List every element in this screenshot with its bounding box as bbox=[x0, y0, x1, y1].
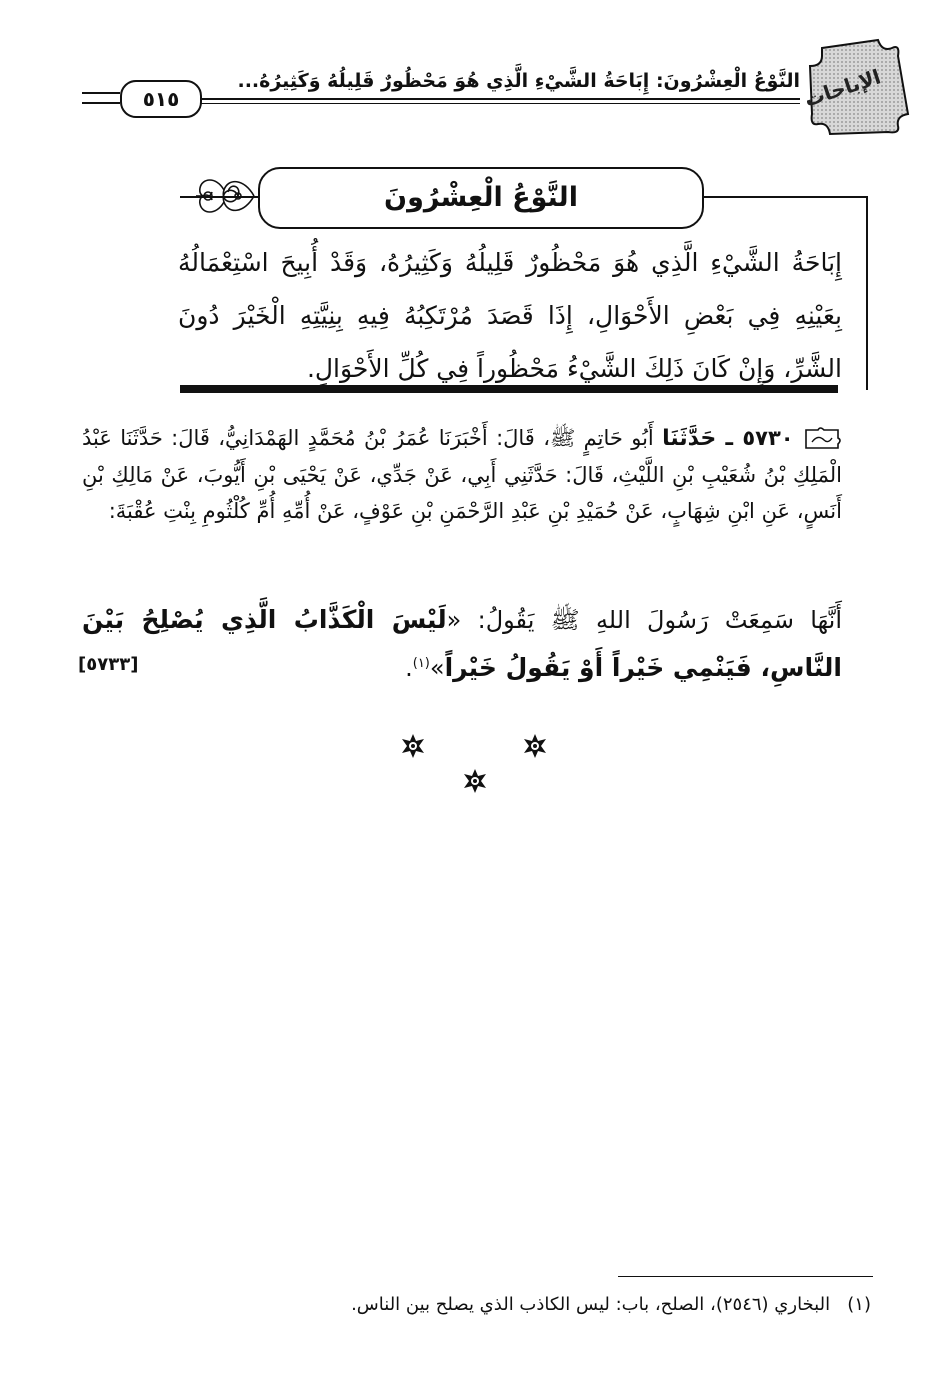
cross-reference: [٥٧٣٣] bbox=[78, 654, 139, 675]
chapter-divider bbox=[180, 385, 838, 393]
chapter-description: إِبَاحَةُ الشَّيْءِ الَّذِي هُوَ مَحْظُورٌ قَلِيلُهُ وَكَثِيرُهُ، وَقَدْ أُبِيحَ اسْتِعْمَالُهُ بِعَيْنِهِ فِي بَعْضِ الأَحْوَالِ، إِذَا قَصَدَ مُرْتَكِبُهُ فِيهِ بِنِيَّتِهِ الْخَيْرَ دُونَ الشَّرِّ، وَإِنْ كَانَ ذَلِكَ الشَّيْءُ مَحْظُوراً فِي كُلِّ الأَحْوَالِ. bbox=[178, 248, 842, 383]
hadith-isnad bbox=[82, 420, 842, 529]
matn-end: . bbox=[405, 654, 413, 682]
footnote-number: (١) bbox=[847, 1294, 871, 1315]
running-title-topic: إِبَاحَةُ الشَّيْءِ الَّذِي هُوَ مَحْظُورٌ قَلِيلُهُ وَكَثِيرُهُ... bbox=[237, 70, 656, 92]
matn-text: لَيْسَ الْكَذَّابُ الَّذِي يُصْلِحُ بَيْنَ النَّاسِ، فَيَنْمِي خَيْراً أَوْ يَقُولُ خَيْراً bbox=[82, 605, 842, 682]
isnad-paragraph bbox=[82, 420, 842, 529]
matn-close: » bbox=[429, 654, 445, 682]
chapter-title: النَّوْعُ الْعِشْرُونَ bbox=[258, 167, 704, 229]
hadith-intro: ـ حَدَّثَنَا bbox=[662, 426, 743, 451]
header-rule bbox=[200, 98, 800, 100]
footnote-text: البخاري (٢٥٤٦)، الصلح، باب: ليس الكاذب الذي يصلح بين الناس. bbox=[351, 1294, 831, 1315]
matn-intro: أَنَّهَا سَمِعَتْ رَسُولَ اللهِ ﷺ يَقُولُ: « bbox=[446, 606, 842, 634]
floral-ornament-icon bbox=[194, 168, 256, 224]
footnote-rule bbox=[618, 1276, 873, 1277]
running-title bbox=[237, 70, 800, 92]
header-double-rule bbox=[82, 92, 120, 104]
footnote-marker: (١) bbox=[412, 656, 430, 671]
page-number: ٥١٥ bbox=[120, 80, 202, 118]
star-ornament-icon bbox=[400, 733, 426, 759]
hadith-matn bbox=[82, 598, 842, 690]
puzzle-piece-icon bbox=[802, 426, 842, 452]
footnote bbox=[71, 1290, 871, 1320]
hadith-chain: أَبُو حَاتِمٍ ﷺ، قَالَ: أَخْبَرَنَا عُمَرُ بْنُ مُحَمَّدٍ الهَمْدَانِيُّ، قَالَ: حَدَّثَنَا عَبْدُ الْمَلِكِ بْنُ شُعَيْبِ بْنِ اللَّيْثِ، قَالَ: حَدَّثَنِي أَبِي، عَنْ جَدِّي، عَنْ يَحْيَى بْنِ أَيُّوبَ، عَنْ مَالِكِ بْنِ أَنَسٍ، عَنِ ابْنِ شِهَابٍ، عَنْ حُمَيْدِ بْنِ عَبْدِ الرَّحْمَنِ بْنِ عَوْفٍ، عَنْ أُمِّهِ أُمِّ كُلْثُومِ بِنْتِ عُقْبَةَ: bbox=[82, 426, 842, 523]
header-rule-thin bbox=[200, 103, 800, 104]
section-label: الإباحات bbox=[801, 64, 884, 112]
running-title-chapter: النَّوْعُ الْعِشْرُونَ: bbox=[655, 70, 800, 92]
star-ornament-icon bbox=[462, 768, 488, 794]
star-ornament-icon bbox=[522, 733, 548, 759]
hadith-number: ٥٧٣٠ bbox=[742, 426, 794, 450]
page-header bbox=[82, 36, 912, 136]
